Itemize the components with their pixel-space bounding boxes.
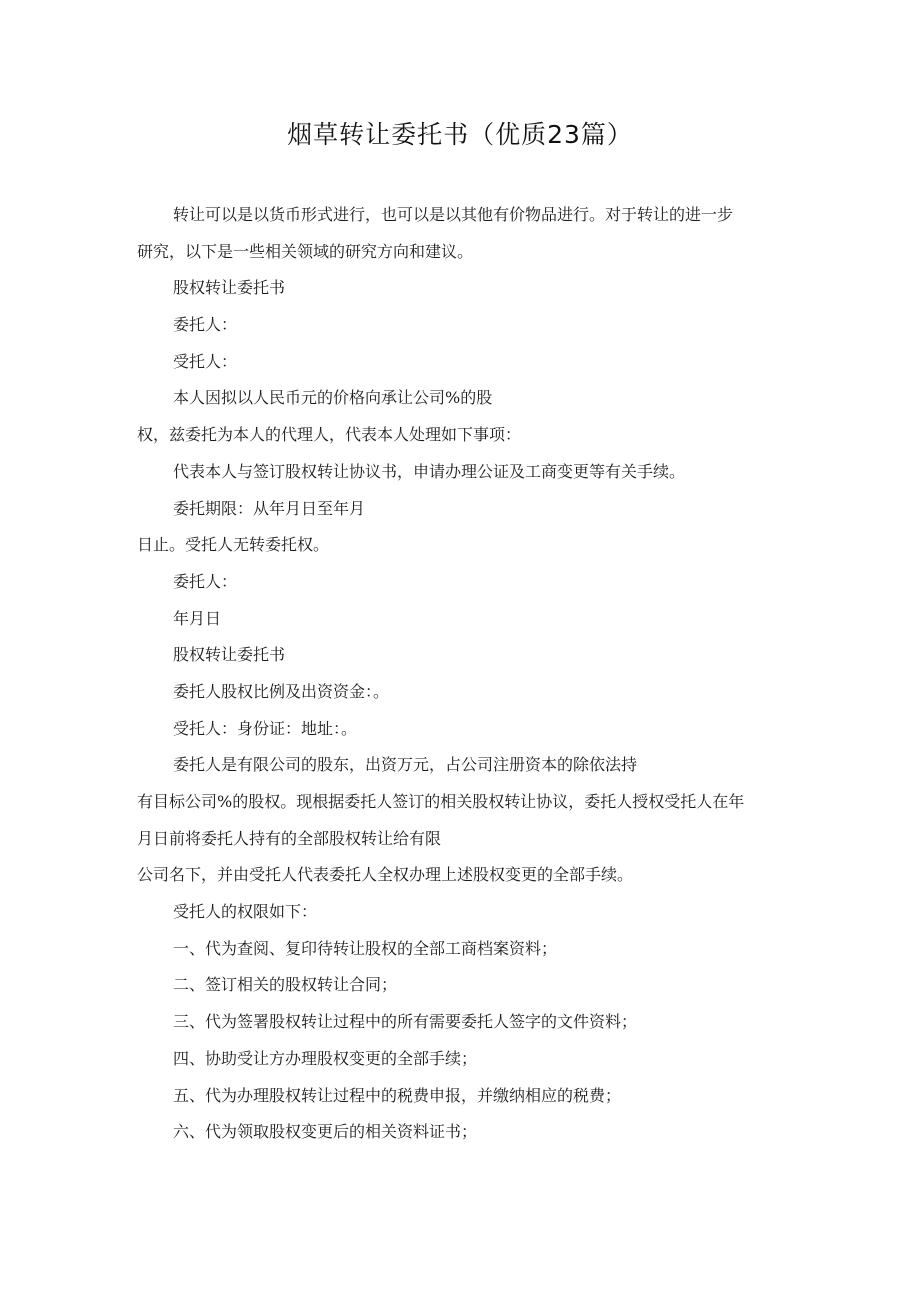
text-line: 受托人： <box>173 351 238 371</box>
text-line: 日止。受托人无转委托权。 <box>137 535 330 555</box>
text-line: 受托人的权限如下： <box>173 902 318 922</box>
text-line: 委托人： <box>173 571 238 591</box>
document-title: 烟草转让委托书（优质23篇） <box>287 120 633 149</box>
text-line: 三、代为签署股权转让过程中的所有需要委托人签字的文件资料； <box>173 1012 638 1032</box>
text-line: 研究，以下是一些相关领域的研究方向和建议。 <box>137 241 474 261</box>
text-line: 股权转让委托书 <box>173 278 286 298</box>
text-line: 委托期限：从年月日至年月 <box>173 498 366 518</box>
text-line: 股权转让委托书 <box>173 645 286 665</box>
text-line: 一、代为查阅、复印待转让股权的全部工商档案资料； <box>173 938 558 958</box>
text-line: 二、签订相关的股权转让合同； <box>173 975 398 995</box>
text-line: 月日前将委托人持有的全部股权转让给有限 <box>137 828 442 848</box>
text-line: 公司名下，并由受托人代表委托人全权办理上述股权变更的全部手续。 <box>137 865 634 885</box>
text-line: 委托人股权比例及出资资金：。 <box>173 681 390 701</box>
text-line: 受托人：身份证：地址：。 <box>173 718 358 738</box>
text-line: 代表本人与签订股权转让协议书，申请办理公证及工商变更等有关手续。 <box>173 461 686 481</box>
text-line: 转让可以是以货币形式进行，也可以是以其他有价物品进行。对于转让的进一步 <box>173 205 734 224</box>
document-body <box>137 197 787 1151</box>
text-line: 权，兹委托为本人的代理人，代表本人处理如下事项： <box>137 425 522 445</box>
text-line: 六、代为领取股权变更后的相关资料证书； <box>173 1122 478 1142</box>
text-line: 委托人是有限公司的股东，出资万元，占公司注册资本的除依法持 <box>173 755 638 775</box>
text-line: 有目标公司%的股权。现根据委托人签订的相关股权转让协议，委托人授权受托人在年 <box>137 792 745 811</box>
text-line: 本人因拟以人民币元的价格向承让公司%的股 <box>173 388 493 408</box>
text-line: 四、协助受让方办理股权变更的全部手续； <box>173 1048 478 1068</box>
text-line: 委托人： <box>173 315 238 335</box>
text-line: 年月日 <box>173 608 222 628</box>
text-line: 五、代为办理股权转让过程中的税费申报，并缴纳相应的税费； <box>173 1085 622 1105</box>
